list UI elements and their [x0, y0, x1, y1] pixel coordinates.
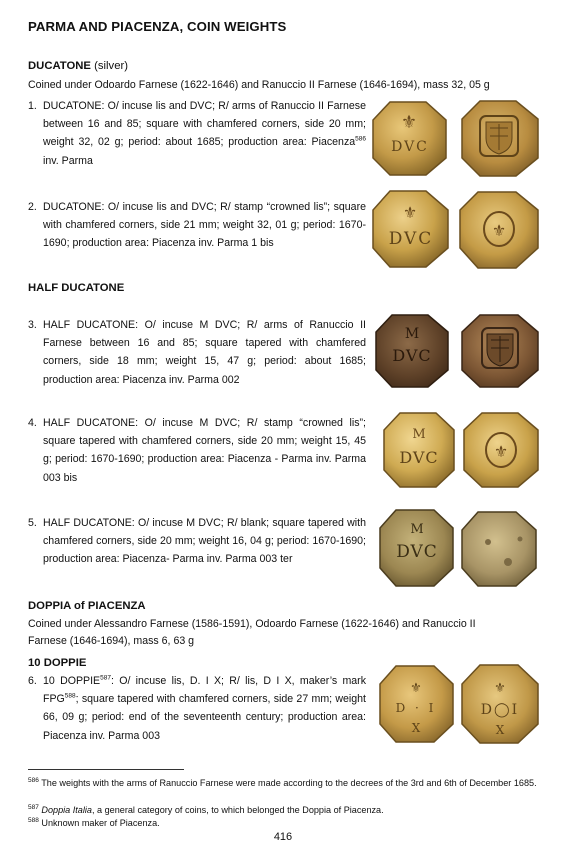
entry-number: 6. [28, 675, 37, 687]
obverse-inscription-top: M [404, 326, 420, 342]
footnote-586: $^{586}$ The weights with the arms of Ranuccio Farnese were made according to the decrees of the 3rd and 6th of December 1685. [28, 776, 537, 788]
obverse-inscription: DVC [391, 139, 429, 155]
coin-pair-5 [378, 507, 544, 589]
svg-text:⚜: ⚜ [493, 442, 509, 461]
obverse-inscription: D · I [395, 701, 437, 715]
svg-text:⚜: ⚜ [491, 221, 507, 240]
entry-number: 4. [28, 417, 37, 429]
page-number: 416 [273, 831, 293, 843]
section-heading-10-doppie: 10 DOPPIE [28, 657, 87, 669]
page-title: PARMA AND PIACENZA, COIN WEIGHTS [28, 19, 287, 34]
obverse-inscription-top: M [412, 427, 426, 442]
entry-number: 1. [28, 100, 37, 112]
entry-6 [28, 672, 366, 745]
section-intro-ducatone: Coined under Odoardo Farnese (1622-1646) and Ranuccio II Farnese (1646-1694), mass 32, 05 g [28, 79, 490, 91]
section-intro-doppia-line1: Coined under Alessandro Farnese (1586-1591), Odoardo Farnese (1622-1646) and Ranuccio II [28, 618, 476, 630]
entry-3 [28, 316, 366, 389]
section-heading-doppia: DOPPIA of PIACENZA [28, 600, 146, 612]
obverse-inscription: DVC [396, 542, 438, 562]
svg-text:X: X [495, 723, 505, 737]
obverse-inscription: DVC [392, 346, 432, 365]
obverse-inscription: DVC [399, 448, 439, 467]
footnote-ref[interactable]: 588 [64, 692, 76, 700]
coin-pair-6 [378, 662, 544, 746]
entry-5 [28, 514, 366, 569]
footnote-ref[interactable]: 587 [100, 674, 111, 682]
entry-number: 5. [28, 517, 37, 529]
entry-text: 10 DOPPIE$^{587}$: O/ incuse lis, D. I X; R/ lis, D I X, maker’s mark FPG$^{588}$; square tapered with chamfered corners, side 27 mm; weight 66, 09 g; period: end of the seventeenth century; production area: Piacenza inv. Parma 003 [43, 674, 366, 742]
coin-pair-3 [374, 312, 546, 390]
entry-1 [28, 97, 366, 170]
lis-mark-icon: ⚜ [400, 112, 418, 133]
entry-text: HALF DUCATONE: O/ incuse M DVC; R/ arms of Ranuccio II Farnese between 16 and 85; square tapered with chamfered corners, side 18 mm; weight 15, 47 g; period: about 1685; production area: Piacenza inv. Parma 002 [43, 319, 366, 386]
entry-2 [28, 198, 366, 253]
section-intro-doppia-line2: Farnese (1646-1694), mass 6, 63 g [28, 635, 195, 647]
entry-4 [28, 414, 366, 487]
section-heading-sub: (silver) [94, 60, 129, 72]
obverse-inscription-top: M [410, 522, 424, 537]
section-heading-text: DUCATONE [28, 60, 91, 72]
entry-text: DUCATONE: O/ incuse lis and DVC; R/ stamp “crowned lis”; square with chamfered corners, side 21 mm; weight 32, 01 g; period: 1670-1690; production area: Piacenza inv. Parma 1 bis [43, 201, 366, 250]
coin-pair-1 [370, 98, 546, 178]
entry-text: HALF DUCATONE: O/ incuse M DVC; R/ blank; square tapered with chamfered corners, side 20 mm; weight 16, 04 g; period: 1670-1690; production area: Piacenza- Parma inv. Parma 003 ter [43, 517, 366, 566]
section-heading-half-ducatone: HALF DUCATONE [28, 282, 125, 294]
footnote-separator [28, 769, 184, 770]
entry-number: 2. [28, 201, 37, 213]
footnote-588: $^{588}$ Unknown maker of Piacenza. [28, 816, 160, 828]
entry-number: 3. [28, 319, 37, 331]
entry-text: DUCATONE: O/ incuse lis and DVC; R/ arms of Ranuccio II Farnese between 16 and 85; square with chamfered corners, side 20 mm; weight 32, 02 g; period: about 1685; production area: Piacenza$^{586}$ inv. Parma [43, 100, 366, 167]
lis-mark-icon: ⚜ [410, 681, 422, 696]
coin-pair-4 [382, 410, 546, 490]
section-heading-ducatone [28, 60, 128, 72]
obverse-inscription-bottom: X [411, 721, 421, 735]
lis-mark-icon: ⚜ [494, 681, 506, 696]
footnote-587: $^{587}$ Doppia Italia, a general category of coins, to which belonged the Doppia of Piacenza. [28, 803, 384, 815]
lis-mark-icon: ⚜ [402, 203, 418, 222]
entry-text: HALF DUCATONE: O/ incuse M DVC; R/ stamp “crowned lis”; square tapered with chamfered corners, side 20 mm; weight 15, 45 g; period: 1670-1690; production area: Piacenza - Parma inv. Parma 003 bis [43, 417, 366, 484]
reverse-coin-image [462, 512, 536, 586]
footnote-ref[interactable]: 586 [355, 135, 366, 143]
svg-text:D◯I: D◯I [480, 702, 520, 718]
obverse-inscription: DVC [388, 229, 434, 249]
coin-pair-2 [370, 188, 546, 270]
